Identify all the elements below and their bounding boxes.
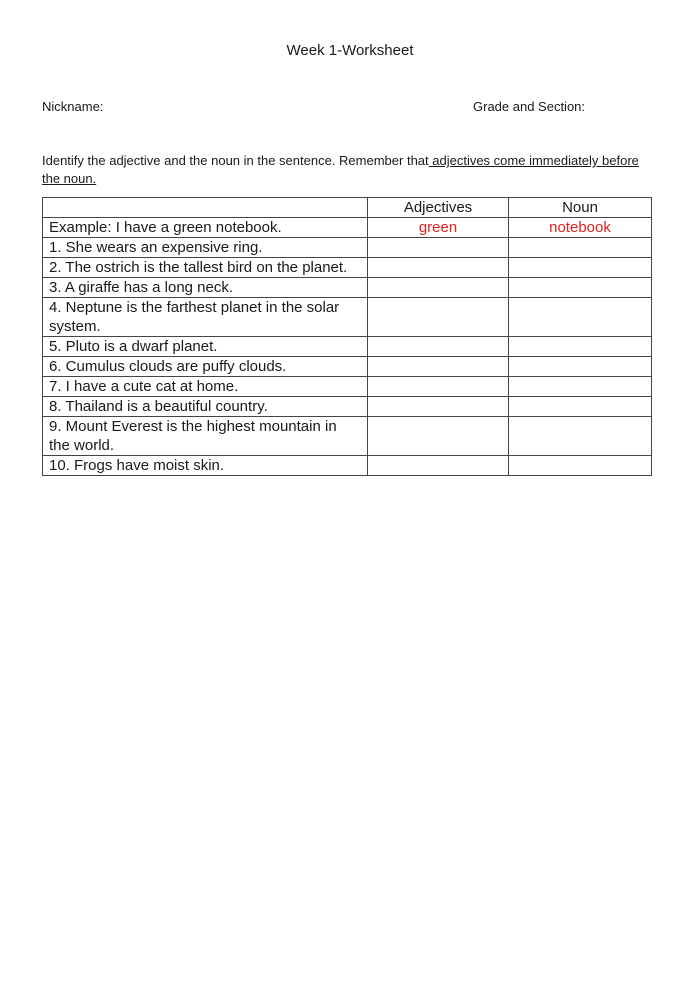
adjective-answer-cell[interactable] (368, 337, 509, 357)
table-row (43, 298, 652, 337)
adjective-answer-cell[interactable] (368, 397, 509, 417)
table-row (43, 377, 652, 397)
header-adjectives: Adjectives (368, 198, 509, 218)
header-noun: Noun (509, 198, 652, 218)
row-sentence: 3. A giraffe has a long neck. (43, 278, 368, 298)
row-sentence: 6. Cumulus clouds are puffy clouds. (43, 357, 368, 377)
row-sentence: 10. Frogs have moist skin. (43, 456, 368, 476)
noun-answer-cell[interactable] (509, 337, 652, 357)
table-row (43, 278, 652, 298)
row-sentence: 1. She wears an expensive ring. (43, 238, 368, 258)
adjective-answer-cell[interactable] (368, 417, 509, 456)
example-row (43, 218, 652, 238)
noun-answer-cell[interactable] (509, 278, 652, 298)
header-row (43, 198, 652, 218)
adjective-answer-cell[interactable] (368, 377, 509, 397)
noun-answer-cell[interactable] (509, 357, 652, 377)
noun-answer-cell[interactable] (509, 258, 652, 278)
table-row (43, 397, 652, 417)
row-sentence: 2. The ostrich is the tallest bird on the planet. (43, 258, 368, 278)
adjective-answer-cell[interactable] (368, 298, 509, 337)
noun-answer-cell[interactable] (509, 298, 652, 337)
example-noun-answer: notebook (509, 218, 652, 238)
adjective-answer-cell[interactable] (368, 357, 509, 377)
adjective-answer-cell[interactable] (368, 258, 509, 278)
worksheet-table (42, 197, 652, 476)
table-row (43, 238, 652, 258)
adjective-answer-cell[interactable] (368, 456, 509, 476)
row-sentence: 7. I have a cute cat at home. (43, 377, 368, 397)
noun-answer-cell[interactable] (509, 417, 652, 456)
noun-answer-cell[interactable] (509, 397, 652, 417)
table-row (43, 337, 652, 357)
noun-answer-cell[interactable] (509, 238, 652, 258)
table-row (43, 357, 652, 377)
instructions-underlined-text: adjectives come immediately before the noun. (42, 153, 639, 186)
example-sentence: Example: I have a green notebook. (43, 218, 368, 238)
row-sentence: 9. Mount Everest is the highest mountain in the world. (43, 417, 368, 456)
worksheet-title: Week 1-Worksheet (286, 42, 414, 59)
table-row (43, 456, 652, 476)
example-adjective-answer: green (368, 218, 509, 238)
noun-answer-cell[interactable] (509, 377, 652, 397)
row-sentence: 8. Thailand is a beautiful country. (43, 397, 368, 417)
adjective-answer-cell[interactable] (368, 238, 509, 258)
grade-section-label: Grade and Section: (473, 99, 586, 114)
table-row (43, 417, 652, 456)
nickname-label: Nickname: (42, 99, 104, 114)
header-sentence (43, 198, 368, 218)
instructions-text: Identify the adjective and the noun in the sentence. Remember that (42, 153, 429, 168)
table-row (43, 258, 652, 278)
row-sentence: 5. Pluto is a dwarf planet. (43, 337, 368, 357)
row-sentence: 4. Neptune is the farthest planet in the solar system. (43, 298, 368, 337)
instructions (42, 152, 654, 188)
adjective-answer-cell[interactable] (368, 278, 509, 298)
noun-answer-cell[interactable] (509, 456, 652, 476)
